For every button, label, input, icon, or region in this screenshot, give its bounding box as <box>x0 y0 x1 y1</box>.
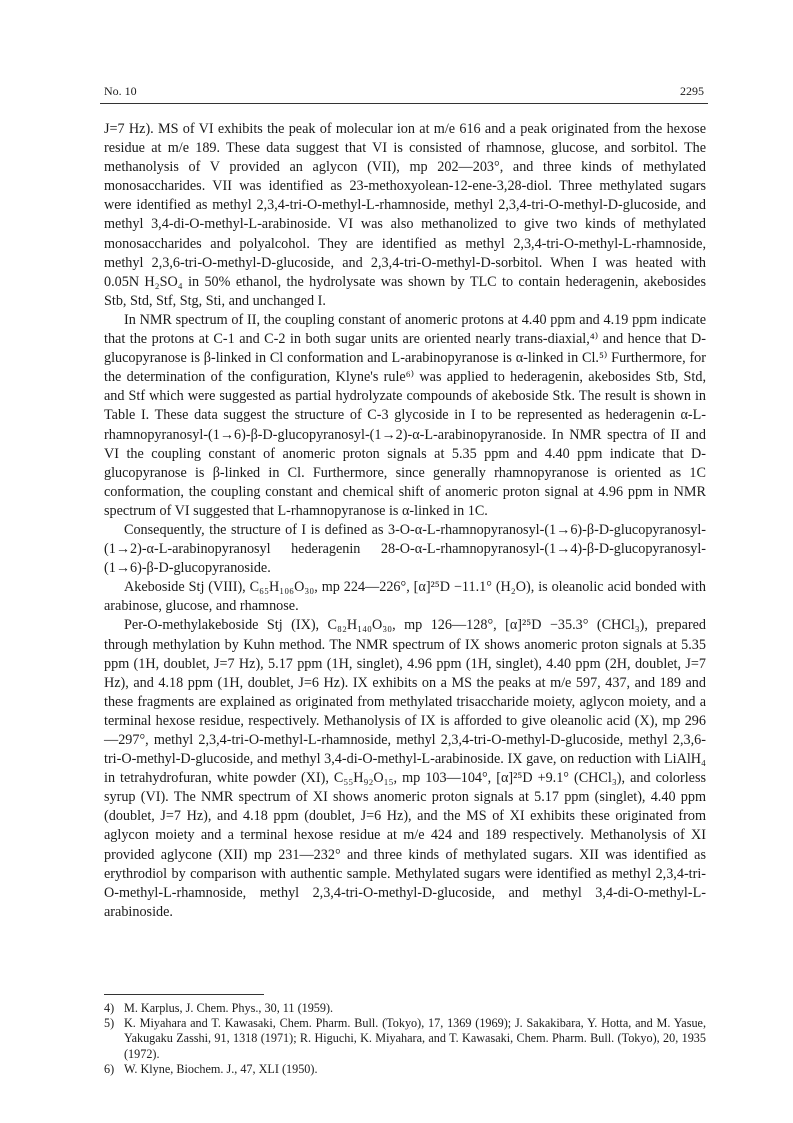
footnotes <box>104 1001 706 1077</box>
footnote-5 <box>104 1016 706 1062</box>
footnote-number: 4) <box>104 1001 115 1015</box>
footnote-number: 6) <box>104 1061 115 1076</box>
paragraph-3: Consequently, the structure of I is defined as 3-O-α-L-rhamnopyranosyl-(1→6)-β-D-glucopyranosyl-(1→2)-α-L-arabinopyranosyl hederagenin 28-O-α-L-rhamnopyranosyl-(1→4)-β-D-glucopyranosyl-(1→6)-β-D-glucopyranoside. <box>104 521 706 577</box>
footnote-divider <box>104 994 264 995</box>
page-number: 2295 <box>680 84 704 98</box>
footnote-text: K. Miyahara and T. Kawasaki, Chem. Pharm. Bull. (Tokyo), 17, 1369 (1969); J. Sakakibara, Y. Hotta, and M. Yasue, Yakugaku Zasshi, 91, 1318 (1971); R. Higuchi, K. Miyahara, and T. Kawasaki, Chem. Pharm. Bull. (Tokyo), 20, 1935 (1972). <box>124 1016 706 1061</box>
paragraph-1: J=7 Hz). MS of VI exhibits the peak of molecular ion at m/e 616 and a peak originated from the hexose residue at m/e 189. These data suggest that VI is consisted of rhamnose, glucose, and sorbitol. The methanolysis of V provided an aglycon (VII), mp 202—203°, and three kinds of methylated monosaccharides. VII was identified as 23-methoxyolean-12-ene-3,28-diol. Three methylated sugars were identified as methyl 2,3,4-tri-O-methyl-L-rhamnoside, methyl 2,3,4-tri-O-methyl-D-glucoside, and methyl 3,4-di-O-methyl-L-arabinoside. VI was also methanolized to give two kinds of methylated monosaccharides and polyalcohol. They are identified as methyl 2,3,4-tri-O-methyl-L-rhamnoside, methyl 2,3,6-tri-O-methyl-D-glucoside, and 2,3,4-tri-O-methyl-D-sorbitol. When I was heated with 0.05N H₂SO₄ in 50% ethanol, the hydrolysate was shown by TLC to contain hederagenin, akebosides Stb, Std, Stf, Stg, Sti, and unchanged I. <box>104 121 706 309</box>
header-divider <box>100 103 708 104</box>
footnote-6 <box>104 1062 706 1077</box>
footnote-text: M. Karplus, J. Chem. Phys., 30, 11 (1959). <box>124 1001 334 1015</box>
paragraph-2: In NMR spectrum of II, the coupling constant of anomeric protons at 4.40 ppm and 4.19 ppm indicate that the protons at C-1 and C-2 in both sugar units are oriented nearly trans-diaxial,⁴⁾ and hence that D-glucopyranose is β-linked in Cl conformation and L-arabinopyranose is α-linked in Cl.⁵⁾ Furthermore, for the determination of the configuration, Klyne's rule⁶⁾ was applied to hederagenin, akebosides Stb, Std, and Stf which were suggested as partial hydrolyzate compounds of akeboside Stk. The result is shown in Table I. These data suggest the structure of C-3 glycoside in I to be represented as hederagenin α-L-rhamnopyranosyl-(1→6)-β-D-glucopyranosyl-(1→2)-α-L-arabinopyranoside. In NMR spectra of II and VI the coupling constant of anomeric proton signals at 5.35 ppm and 4.40 ppm indicate that D-glucopyranose is β-linked in Cl. Furthermore, since generally rhamnopyranose is oriented as 1C conformation, the coupling constant and chemical shift of anomeric proton signal at 4.96 ppm in NMR spectrum of VI suggested that L-rhamnopyranose is α-linked in 1C. <box>104 311 706 519</box>
issue-number: No. 10 <box>104 84 137 98</box>
footnote-number: 5) <box>104 1016 115 1031</box>
footnote-4 <box>104 1001 706 1016</box>
article-body <box>104 120 706 922</box>
paragraph-4: Akeboside Stj (VIII), C₆₅H₁₀₆O₃₀, mp 224—226°, [α]²⁵D −11.1° (H₂O), is oleanolic acid bonded with arabinose, glucose, and rhamnose. <box>104 579 706 615</box>
paragraph-5: Per-O-methylakeboside Stj (IX), C₈₂H₁₄₀O₃₀, mp 126—128°, [α]²⁵D −35.3° (CHCl₃), prepared through methylation by Kuhn method. The NMR spectrum of IX shows anomeric proton signals at 5.35 ppm (1H, doublet, J=7 Hz), 5.17 ppm (1H, singlet), 4.96 ppm (1H, singlet), 4.40 ppm (2H, doublet, J=7 Hz), and 4.18 ppm (1H, doublet, J=6 Hz). IX exhibits on a MS the peaks at m/e 597, 437, and 189 and these fragments are explained as originated from methylated trisaccharide moiety, aglycon moiety, and a terminal hexose residue, respectively. Methanolysis of IX is afforded to give oleanolic acid (X), mp 296—297°, methyl 2,3,4-tri-O-methyl-L-rhamnoside, methyl 2,3,4-tri-O-methyl-D-glucoside, methyl 2,3,6-tri-O-methyl-D-glucoside, and methyl 3,4-di-O-methyl-L-arabinoside. IX gave, on reduction with LiAlH₄ in tetrahydrofuran, white powder (XI), C₅₅H₉₂O₁₅, mp 103—104°, [α]²⁵D +9.1° (CHCl₃), and colorless syrup (VI). The NMR spectrum of XI shows anomeric proton signals at 5.17 ppm (singlet), 4.40 ppm (doublet, J=7 Hz), and 4.18 ppm (doublet, J=6 Hz), and the MS of XI exhibits these originated from aglycon moiety and a terminal hexose residue at m/e 424 and 189 respectively. Methanolysis of XI provided aglycone (XII) mp 231—232° and three kinds of methylated sugars. XII was identified as erythrodiol by comparison with authentic sample. Methylated sugars were identified as methyl 2,3,4-tri-O-methyl-L-rhamnoside, methyl 2,3,4-tri-O-methyl-D-glucoside, and methyl 3,4-di-O-methyl-L-arabinoside. <box>104 617 706 920</box>
running-header <box>104 84 704 99</box>
footnote-text: W. Klyne, Biochem. J., 47, XLI (1950). <box>124 1061 318 1076</box>
